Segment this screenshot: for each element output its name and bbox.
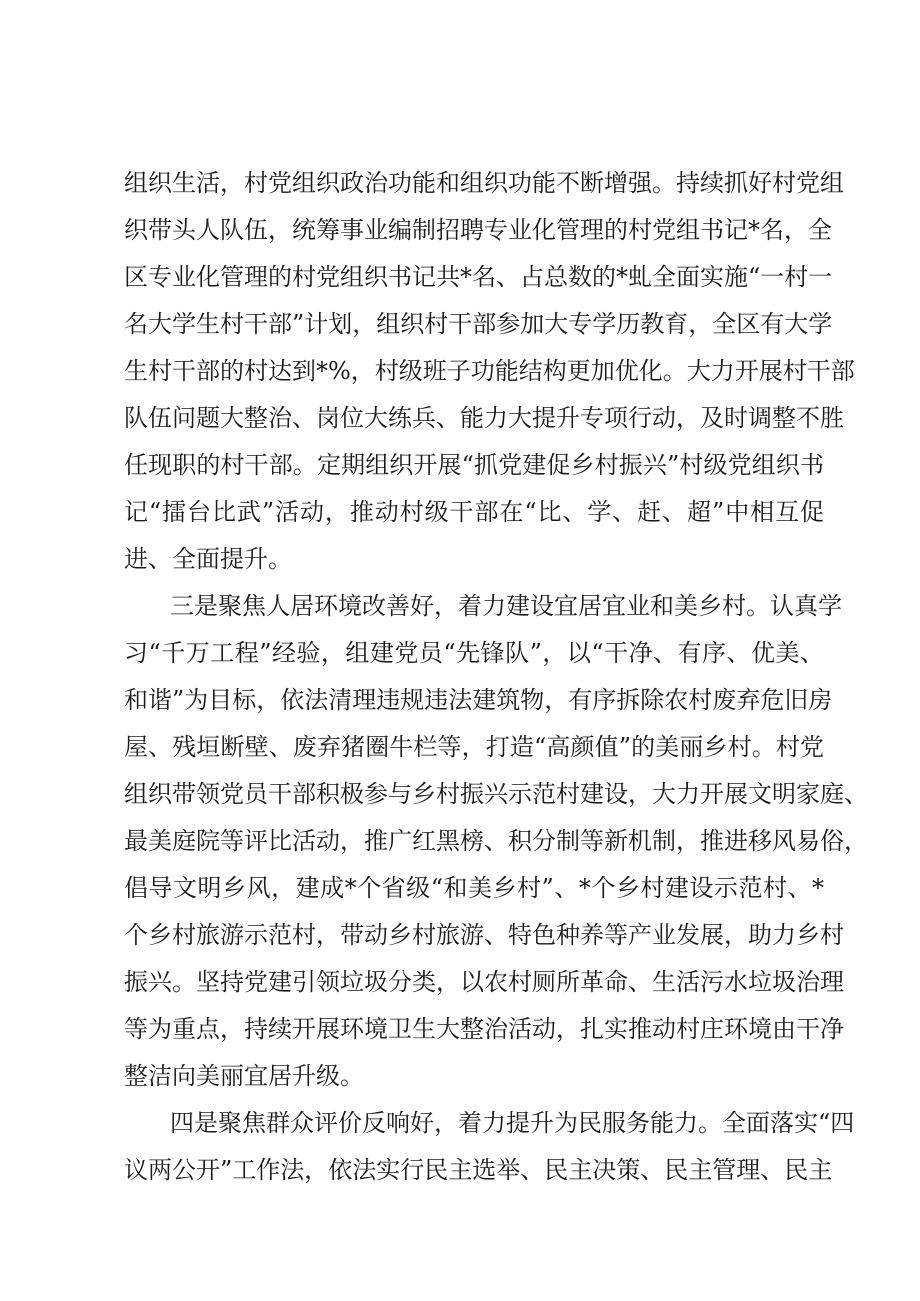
text-line: 进、全面提升。 (124, 545, 292, 573)
text-line: 习“千万工程”经验，组建党员“先锋队”，以“干净、有序、优美、 (124, 639, 824, 667)
text-line: 任现职的村干部。定期组织开展“抓党建促乡村振兴”村级党组织书 (124, 451, 824, 479)
text-line: 议两公开”工作法，依法实行民主选举、民主决策、民主管理、民主 (124, 1156, 833, 1184)
text-line: 生村干部的村达到*%，村级班子功能结构更加优化。大力开展村干部 (124, 357, 855, 385)
text-line: 最美庭院等评比活动，推广红黑榜、积分制等新机制，推进移风易俗， (124, 827, 868, 855)
text-line: 组织生活，村党组织政治功能和组织功能不断增强。持续抓好村党组 (124, 169, 844, 197)
text-line: 和谐”为目标，依法清理违规违法建筑物，有序拆除农村废弃危旧房 (124, 686, 833, 714)
text-line: 屋、残垣断壁、废弃猪圈牛栏等，打造“高颜值”的美丽乡村。村党 (124, 733, 824, 761)
text-line: 整洁向美丽宜居升级。 (124, 1062, 364, 1090)
text-line: 振兴。坚持党建引领垃圾分类，以农村厕所革命、生活污水垃圾治理 (124, 968, 844, 996)
text-line: 织带头人队伍，统筹事业编制招聘专业化管理的村党组书记*名，全 (124, 216, 832, 244)
paragraph-start-line: 四是聚焦群众评价反响好，着力提升为民服务能力。全面落实“四 (170, 1109, 855, 1137)
text-line: 名大学生村干部”计划，组织村干部参加大专学历教育，全区有大学 (124, 310, 833, 338)
paragraph-start-line: 三是聚焦人居环境改善好，着力建设宜居宜业和美乡村。认真学 (170, 592, 842, 620)
text-line: 个乡村旅游示范村，带动乡村旅游、特色种养等产业发展，助力乡村 (124, 921, 844, 949)
text-line: 等为重点，持续开展环境卫生大整治活动，扎实推动村庄环境由干净 (124, 1015, 844, 1043)
text-line: 队伍问题大整治、岗位大练兵、能力大提升专项行动，及时调整不胜 (124, 404, 844, 432)
text-line: 倡导文明乡风，建成*个省级“和美乡村”、*个乡村建设示范村、* (124, 874, 824, 902)
text-line: 组织带领党员干部积极参与乡村振兴示范村建设，大力开展文明家庭、 (124, 780, 868, 808)
text-line: 区专业化管理的村党组织书记共*名、占总数的*虬全面实施“一村一 (124, 263, 833, 291)
text-line: 记“擂台比武”活动，推动村级干部在“比、学、赶、超”中相互促 (124, 498, 824, 526)
